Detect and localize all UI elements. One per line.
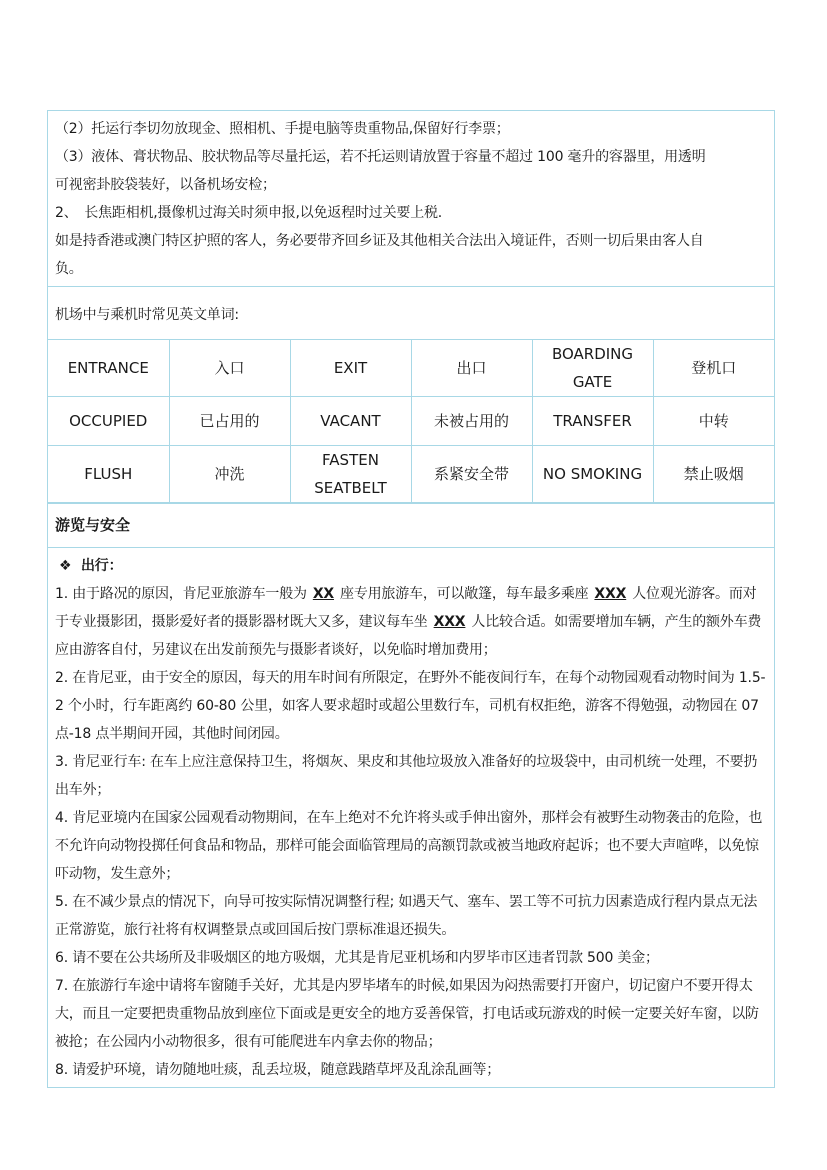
tour-paragraph-8: 8. 请爱护环境，请勿随地吐痰，乱丢垃圾，随意践踏草坪及乱涂乱画等；: [55, 1062, 501, 1078]
table-cell: 冲洗: [169, 446, 290, 503]
note-line: （3）液体、膏状物品、胶状物品等尽量托运，若不托运则请放置于容量不超过 100 毫升的容器里，用透明: [55, 149, 706, 165]
vocab-table: [48, 340, 774, 503]
tour-paragraph-1: [55, 580, 767, 664]
note-line: 负。: [55, 261, 83, 277]
table-cell: NO SMOKING: [532, 446, 653, 503]
table-cell: FASTEN SEATBELT: [290, 446, 411, 503]
table-cell: ENTRANCE: [48, 340, 169, 397]
subhead-label: 出行：: [81, 558, 123, 574]
diamond-bullet-icon: ❖: [59, 558, 72, 574]
tour-paragraph-5: 5. 在不减少景点的情况下，向导可按实际情况调整行程; 如遇天气、塞车、罢工等不可抗力因素造成行程内景点无法正常游览，旅行社将有权调整景点或回国后按门票标准退还损失。: [55, 894, 758, 938]
table-cell: TRANSFER: [532, 397, 653, 446]
table-row: [48, 446, 774, 503]
note-line: 可视密卦胶袋装好，以备机场安检；: [55, 177, 276, 193]
vocab-heading: 机场中与乘机时常见英文单词:: [55, 307, 239, 323]
table-cell: VACANT: [290, 397, 411, 446]
table-cell: BOARDING GATE: [532, 340, 653, 397]
table-cell: 未被占用的: [411, 397, 532, 446]
text-run: 座专用旅游车，可以敞篷，每车最多乘座: [340, 586, 589, 602]
table-cell: 入口: [169, 340, 290, 397]
underlined-value: XXX: [433, 614, 466, 630]
vocab-heading-block: [48, 287, 774, 340]
table-cell: 出口: [411, 340, 532, 397]
subhead: [55, 552, 767, 580]
tour-paragraph-3: 3. 肯尼亚行车: 在车上应注意保持卫生，将烟灰、果皮和其他垃圾放入准备好的垃圾袋中，由司机统一处理，不要扔出车外；: [55, 754, 758, 798]
table-cell: 已占用的: [169, 397, 290, 446]
note-line: 2、 长焦距相机,摄像机过海关时须申报,以免返程时过关要上税.: [55, 205, 443, 221]
text-run: 人比较合适。如需要增加车辆，产生的额外车费应由游客自付，另建议在出发前预先与摄影者谈好，以免临时增加费用；: [55, 614, 762, 658]
underlined-value: XX: [312, 586, 335, 602]
vocab-table-block: [48, 340, 774, 504]
note-line: 如是持香港或澳门特区护照的客人，务必要带齐回乡证及其他相关合法出入境证件，否则一切后果由客人自: [55, 233, 704, 249]
section-title: 游览与安全: [48, 504, 774, 548]
tour-paragraph-6: 6. 请不要在公共场所及非吸烟区的地方吸烟，尤其是肯尼亚机场和内罗毕市区违者罚款 500 美金；: [55, 950, 659, 966]
note-line: （2）托运行李切勿放现金、照相机、手提电脑等贵重物品,保留好行李票；: [55, 121, 510, 137]
table-cell: 禁止吸烟: [653, 446, 774, 503]
table-cell: 登机口: [653, 340, 774, 397]
underlined-value: XXX: [594, 586, 627, 602]
tour-paragraph-2: 2. 在肯尼亚，由于安全的原因，每天的用车时间有所限定，在野外不能夜间行车，在每个动物园观看动物时间为 1.5-2 个小时，行车距离约 60-80 公里，如客人要求超时或超公里数行车，司机有权拒绝，游客不得勉强，动物园在 07 点-18 点半期间开园，其他时间闭园。: [55, 670, 766, 742]
table-row: [48, 340, 774, 397]
tour-paragraph-7: 7. 在旅游行车途中请将车窗随手关好，尤其是内罗毕堵车的时候,如果因为闷热需要打开窗户，切记窗户不要开得太大，而且一定要把贵重物品放到座位下面或是更安全的地方妥善保管，打电话或玩游戏的时候一定要关好车窗，以防被抢；在公园内小动物很多，很有可能爬进车内拿去你的物品；: [55, 978, 759, 1050]
table-cell: OCCUPIED: [48, 397, 169, 446]
table-cell: 系紧安全带: [411, 446, 532, 503]
table-cell: EXIT: [290, 340, 411, 397]
table-cell: FLUSH: [48, 446, 169, 503]
luggage-notes: [48, 111, 774, 287]
table-cell: 中转: [653, 397, 774, 446]
table-row: [48, 397, 774, 446]
text-run: 1. 由于路况的原因，肯尼亚旅游车一般为: [55, 586, 307, 602]
document-frame: [47, 110, 775, 1088]
tour-notes: [48, 548, 774, 1087]
tour-paragraph-4: 4. 肯尼亚境内在国家公园观看动物期间，在车上绝对不允许将头或手伸出窗外，那样会有被野生动物袭击的危险，也不允许向动物投掷任何食品和物品，那样可能会面临管理局的高额罚款或被当地政府起诉；也不要大声喧哗，以免惊吓动物，发生意外；: [55, 810, 763, 882]
text-run: 人位观光游客。而对于专业摄影团，摄影爱好者的摄影器材既大又多，建议每车坐: [55, 586, 757, 630]
